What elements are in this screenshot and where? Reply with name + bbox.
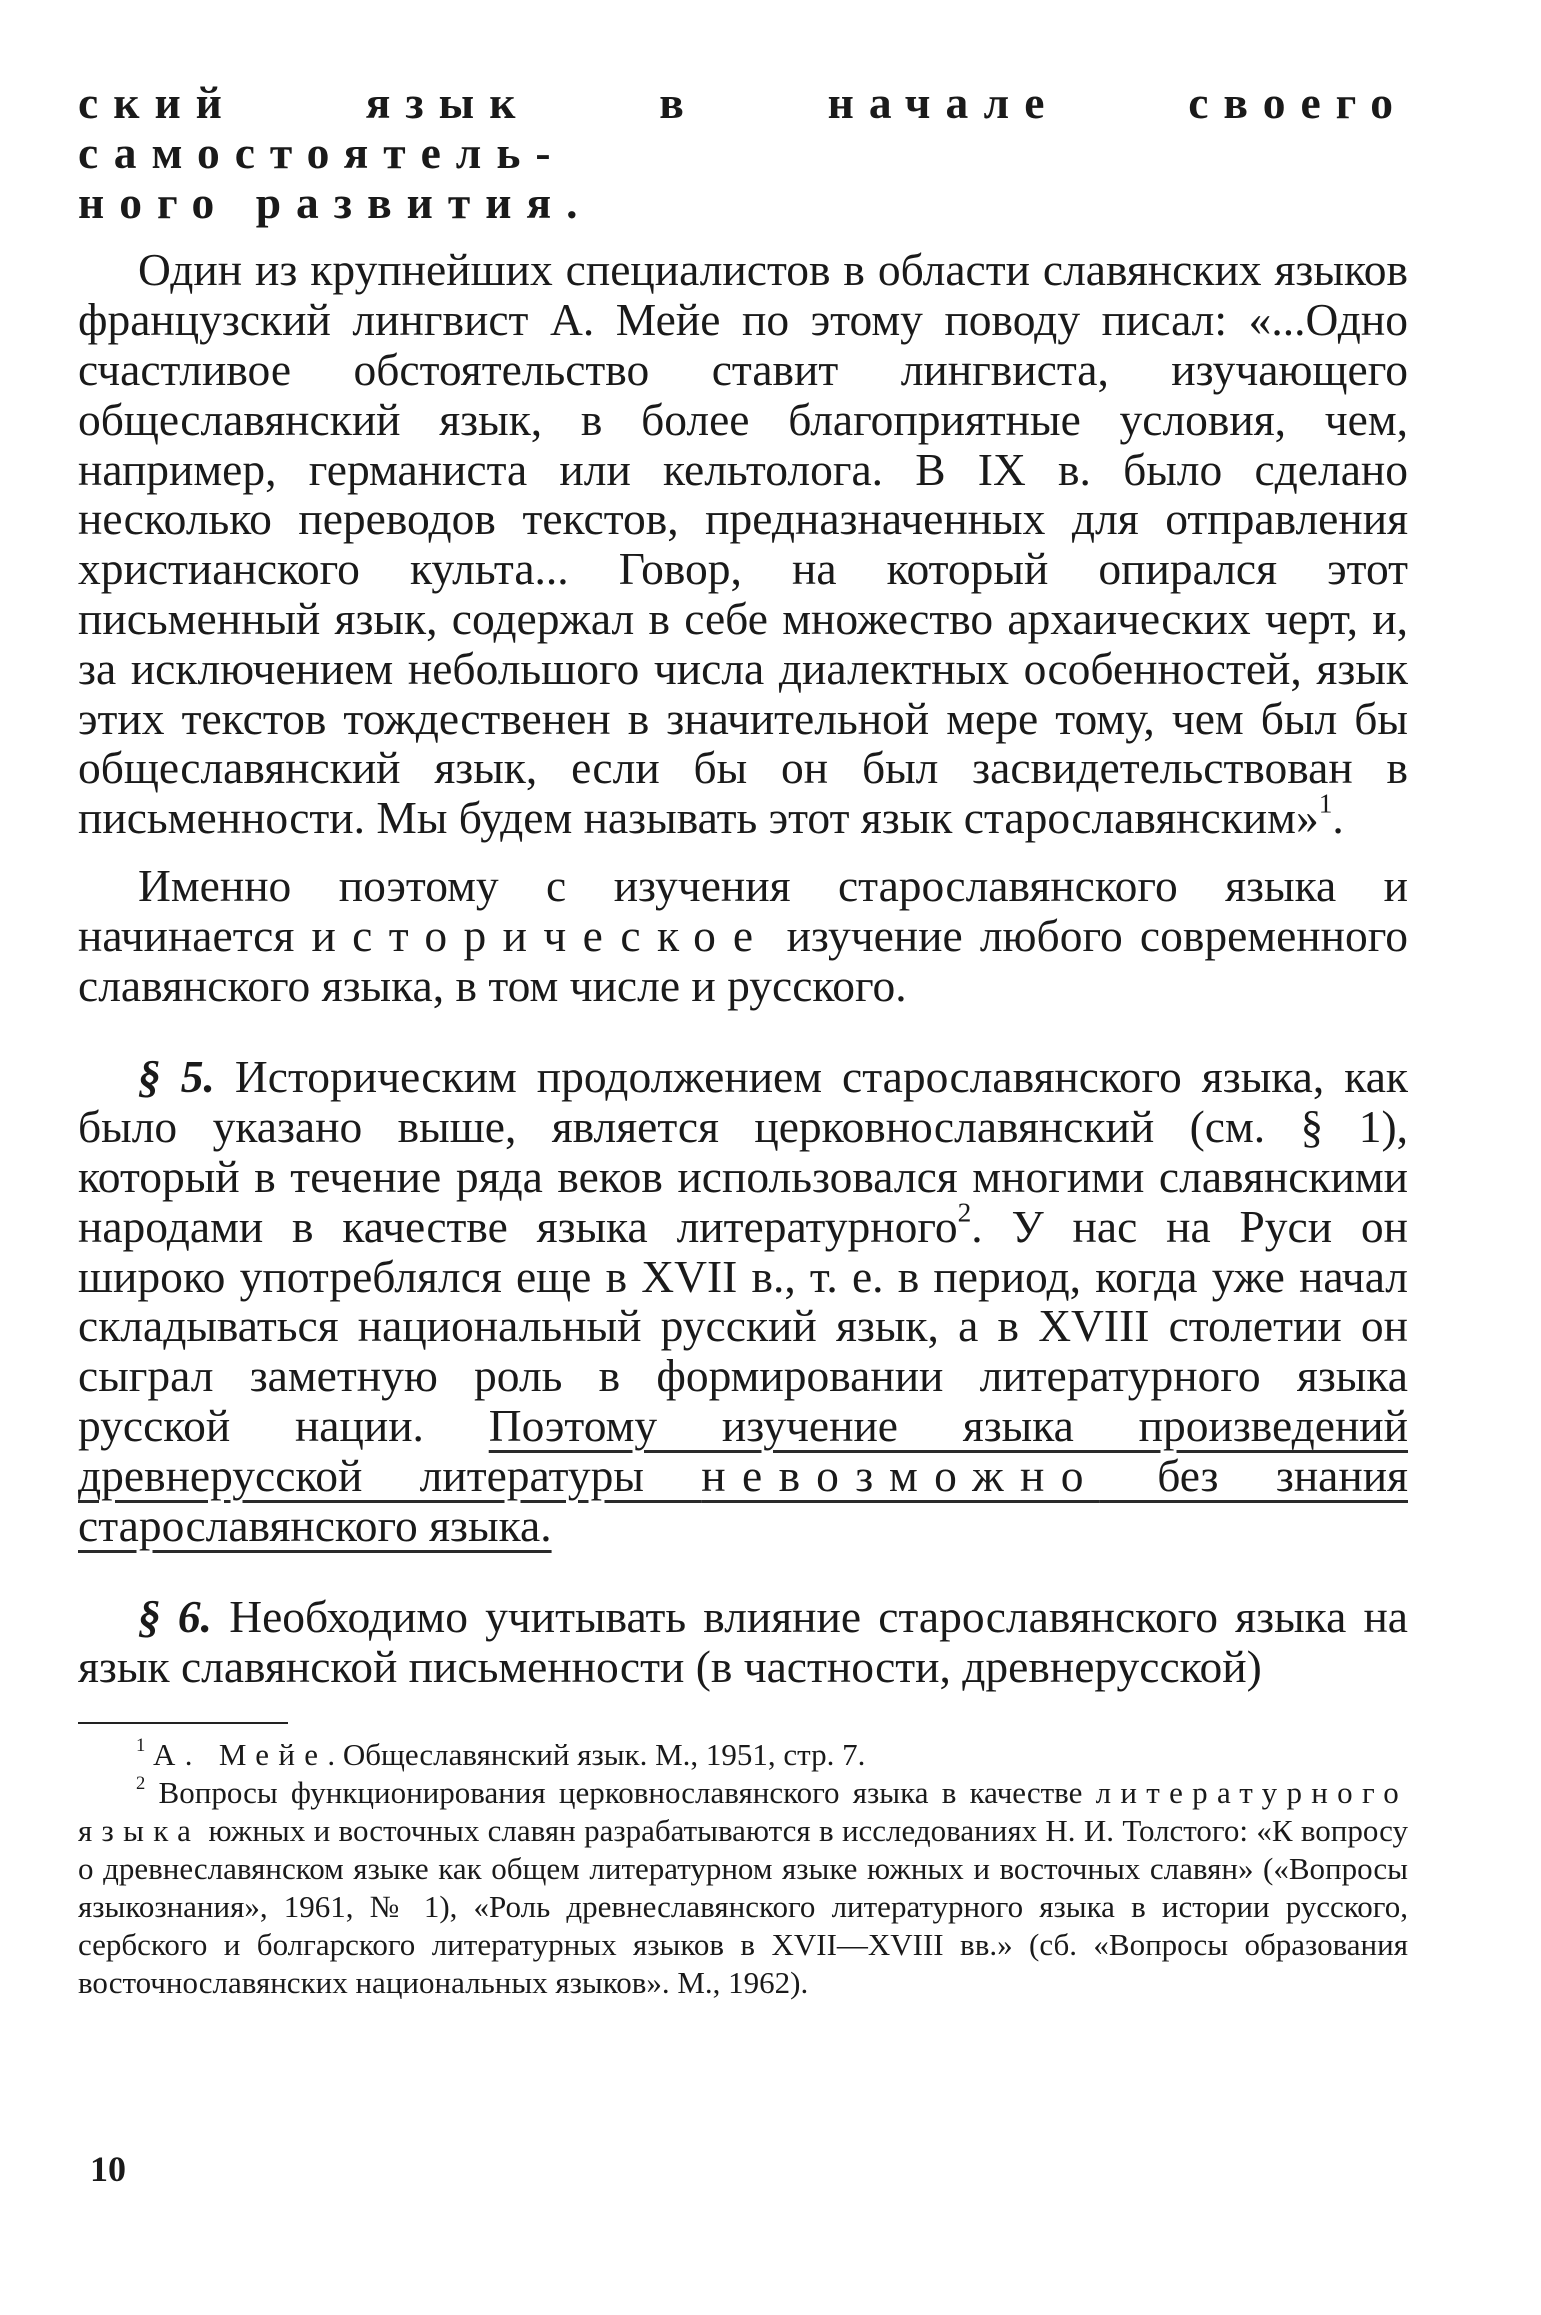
- footnote-1-author: А. Мейе: [153, 1736, 328, 1772]
- historical-text-before: Именно поэтому с изучения старославянского языка и начинается: [78, 859, 1408, 961]
- footnote-1-text: . Общеславянский язык. М., 1951, стр. 7.: [327, 1736, 866, 1772]
- section-5-number: § 5.: [138, 1051, 215, 1103]
- footnote-2-text-before: Вопросы функционирования церковнославянского языка в качестве: [158, 1774, 1096, 1810]
- section-5-text-before-ref: Историческим продолжением старославянского языка, как было указано выше, является церковнославянский (см. § 1), который в течение ряда веков использовался многими славянскими народами в качестве языка литературного: [78, 1051, 1408, 1252]
- page-number: 10: [90, 2149, 126, 2189]
- section-5-text-after-ref: . У нас на Руси он широко употреблялся еще в XVII в., т. е. в период, когда уже начал складываться национальный русский язык, а в XVIII столетии он сыграл заметную роль в формировании литературного языка русской нации.: [78, 1200, 1408, 1451]
- section-6-text: Необходимо учитывать влияние старославянского языка на язык славянской письменности (в частности, древнерусской): [78, 1591, 1408, 1693]
- underlined-text-after: без знания старославянского языка.: [78, 1449, 1408, 1551]
- footnote-ref-2: 2: [957, 1197, 972, 1228]
- footnote-2-marker: 2: [136, 1772, 146, 1794]
- paragraph-historical-study: [78, 861, 1408, 1010]
- footnote-ref-1: 1: [1318, 788, 1333, 819]
- underlined-text-before: Поэтому изучение языка произведений древнерусской литературы: [78, 1399, 1409, 1501]
- footnote-1: [78, 1736, 1408, 1774]
- footnote-divider: [78, 1722, 288, 1724]
- historical-text-after: изучение любого современного славянского языка, в том числе и русского.: [78, 909, 1409, 1011]
- footnote-2-text-after: южных и восточных славян разрабатываются в исследованиях Н. И. Толстого: «К вопросу о древнеславянском языке как общем литературном языке южных и восточных славян» («Вопросы языкознания», 1961, № 1), «Роль древнеславянского литературного языка в истории русского, сербского и болгарского литературных языков в XVII—XVIII вв.» (сб. «Вопросы образования восточнославянских национальных языков». М., 1962).: [78, 1812, 1408, 2000]
- section-5-paragraph: [78, 1052, 1408, 1550]
- paragraph-meillet-quote: Один из крупнейших специалистов в области славянских языков французский лингвист А. Мейе по этому поводу писал: «...Одно счастливое обстоятельство ставит лингвиста, изучающего общеславянский язык, в более благоприятные условия, чем, например, германиста или кельтолога. В IX в. было сделано несколько переводов текстов, предназначенных для отправления христианского культа... Говор, на который опирался этот письменный язык, содержал в себе множество архаических черт, и, за исключением небольшого числа диалектных особенностей, язык этих текстов тождественен в значительной мере тому, чем был бы общеславянский язык, если бы он был засвидетельствован в письменности. Мы будем называть этот язык старославянским»$^1$.: [78, 244, 1408, 844]
- meillet-quote-text: Один из крупнейших специалистов в области славянских языков французский лингвист А. Мейе по этому поводу писал: «...Одно счастливое обстоятельство ставит лингвиста, изучающего общеславянский язык, в более благоприятные условия, чем, например, германиста или кельтолога. В IX в. было сделано несколько переводов текстов, предназначенных для отправления христианского культа... Говор, на который опирался этот письменный язык, содержал в себе множество архаических черт, и, за исключением небольшого числа диалектных особенностей, язык этих текстов тождественен в значительной мере тому, чем был бы общеславянский язык, если бы он был засвидетельствован в письменности. Мы будем называть этот язык старославянским»: [78, 244, 1408, 844]
- historical-emphasis: историческое: [311, 909, 770, 961]
- continuation-text: [78, 78, 1408, 227]
- underlined-emphasis: невозможно: [701, 1449, 1100, 1501]
- footnotes: [78, 1736, 1408, 2002]
- continuation-line-1: ский язык в начале своего самостоятель-: [78, 77, 1408, 178]
- section-6-number: § 6.: [138, 1591, 213, 1643]
- book-page: [78, 78, 1408, 2002]
- footnote-2: [78, 1774, 1408, 2002]
- footnote-1-marker: 1: [136, 1734, 146, 1756]
- continuation-line-2: ного развития.: [78, 176, 593, 228]
- section-6-paragraph: [78, 1592, 1408, 1692]
- footnote-2-emphasis: литературного языка: [78, 1774, 1408, 1848]
